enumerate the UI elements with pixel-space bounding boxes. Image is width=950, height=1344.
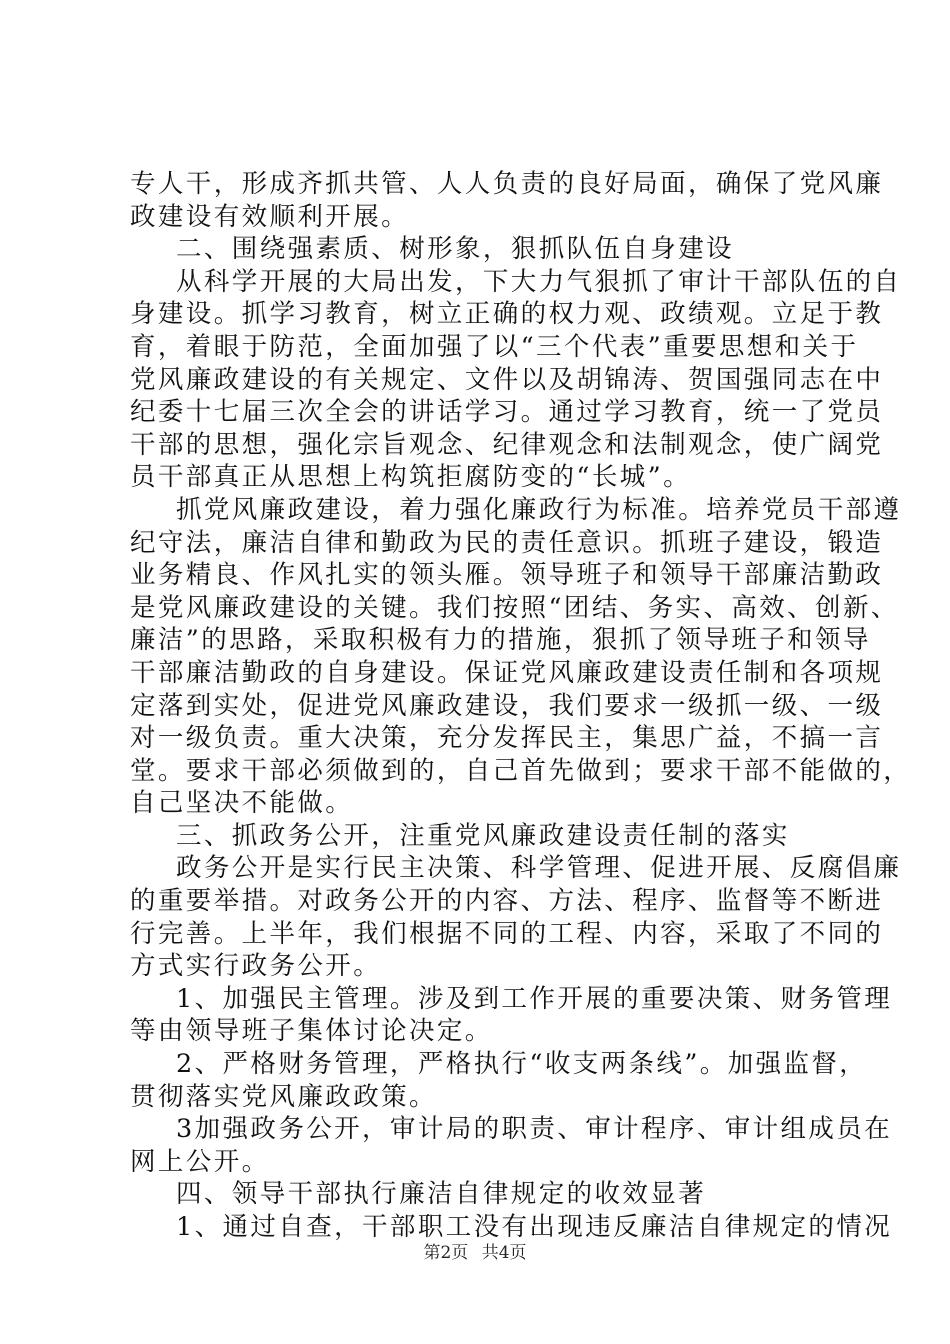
document-body [130, 168, 912, 1244]
text-line: 专人干，形成齐抓共管、人人负责的良好局面，确保了党风廉 [130, 169, 884, 199]
text-line: 员干部真正从思想上构筑拒腐防变的“长城”。 [130, 462, 691, 493]
text-line: 四、领导干部执行廉洁自律规定的收效显著 [176, 1179, 707, 1210]
page-number: 第2页 [423, 1243, 469, 1263]
text-line: 政务公开是实行民主决策、科学管理、促进开展、反腐倡廉 [176, 853, 902, 884]
text-line: 3加强政务公开，审计局的职责、审计程序、审计组成员在 [176, 1114, 893, 1145]
text-line: 身建设。抓学习教育，树立正确的权力观、政绩观。立足于教 [130, 299, 884, 330]
page-total: 共4页 [481, 1243, 527, 1263]
text-line: 抓党风廉政建设，着力强化廉政行为标准。培养党员干部遵 [176, 494, 902, 525]
text-line: 干部廉洁勤政的自身建设。保证党风廉政建设责任制和各项规 [130, 657, 884, 688]
text-line: 网上公开。 [130, 1146, 270, 1177]
text-line: 廉洁”的思路，采取积极有力的措施，狠抓了领导班子和领导 [130, 625, 871, 656]
text-line: 育，着眼于防范，全面加强了以“三个代表”重要思想和关于 [130, 331, 859, 362]
text-line: 三、抓政务公开，注重党风廉政建设责任制的落实 [176, 820, 790, 851]
text-line: 干部的思想，强化宗旨观念、纪律观念和法制观念，使广阔党 [130, 429, 884, 460]
text-line: 的重要举措。对政务公开的内容、方法、程序、监督等不断进 [130, 886, 884, 917]
text-line: 对一级负责。重大决策，充分发挥民主，集思广益，不搞一言 [130, 723, 884, 754]
text-line: 纪委十七届三次全会的讲话学习。通过学习教育，统一了党员 [130, 397, 884, 428]
text-line: 纪守法，廉洁自律和勤政为民的责任意识。抓班子建设，锻造 [130, 527, 884, 558]
text-line: 堂。要求干部必须做到的，自己首先做到；要求干部不能做的， [130, 755, 912, 786]
text-line: 1、通过自查，干部职工没有出现违反廉洁自律规定的情况 [176, 1212, 893, 1242]
text-line: 方式实行政务公开。 [130, 951, 382, 982]
text-line: 业务精良、作风扎实的领头雁。领导班子和领导干部廉洁勤政 [130, 560, 884, 591]
text-line: 从科学开展的大局出发，下大力气狠抓了审计干部队伍的自 [176, 266, 902, 297]
text-line: 贯彻落实党风廉政政策。 [130, 1081, 437, 1112]
text-line: 党风廉政建设的有关规定、文件以及胡锦涛、贺国强同志在中 [130, 364, 884, 395]
text-line: 自己坚决不能做。 [130, 788, 354, 819]
text-line: 2、严格财务管理，严格执行“收支两条线”。加强监督， [176, 1049, 868, 1080]
text-line: 行完善。上半年，我们根据不同的工程、内容，采取了不同的 [130, 918, 884, 949]
text-line: 1、加强民主管理。涉及到工作开展的重要决策、财务管理 [176, 983, 893, 1014]
text-line: 政建设有效顺利开展。 [130, 201, 410, 232]
text-line: 等由领导班子集体讨论决定。 [130, 1016, 493, 1047]
page-footer [0, 1242, 950, 1264]
text-line: 是党风廉政建设的关键。我们按照“团结、务实、高效、创新、 [130, 592, 899, 623]
text-line: 定落到实处，促进党风廉政建设，我们要求一级抓一级、一级 [130, 690, 884, 721]
text-line: 二、围绕强素质、树形象，狠抓队伍自身建设 [176, 234, 735, 265]
